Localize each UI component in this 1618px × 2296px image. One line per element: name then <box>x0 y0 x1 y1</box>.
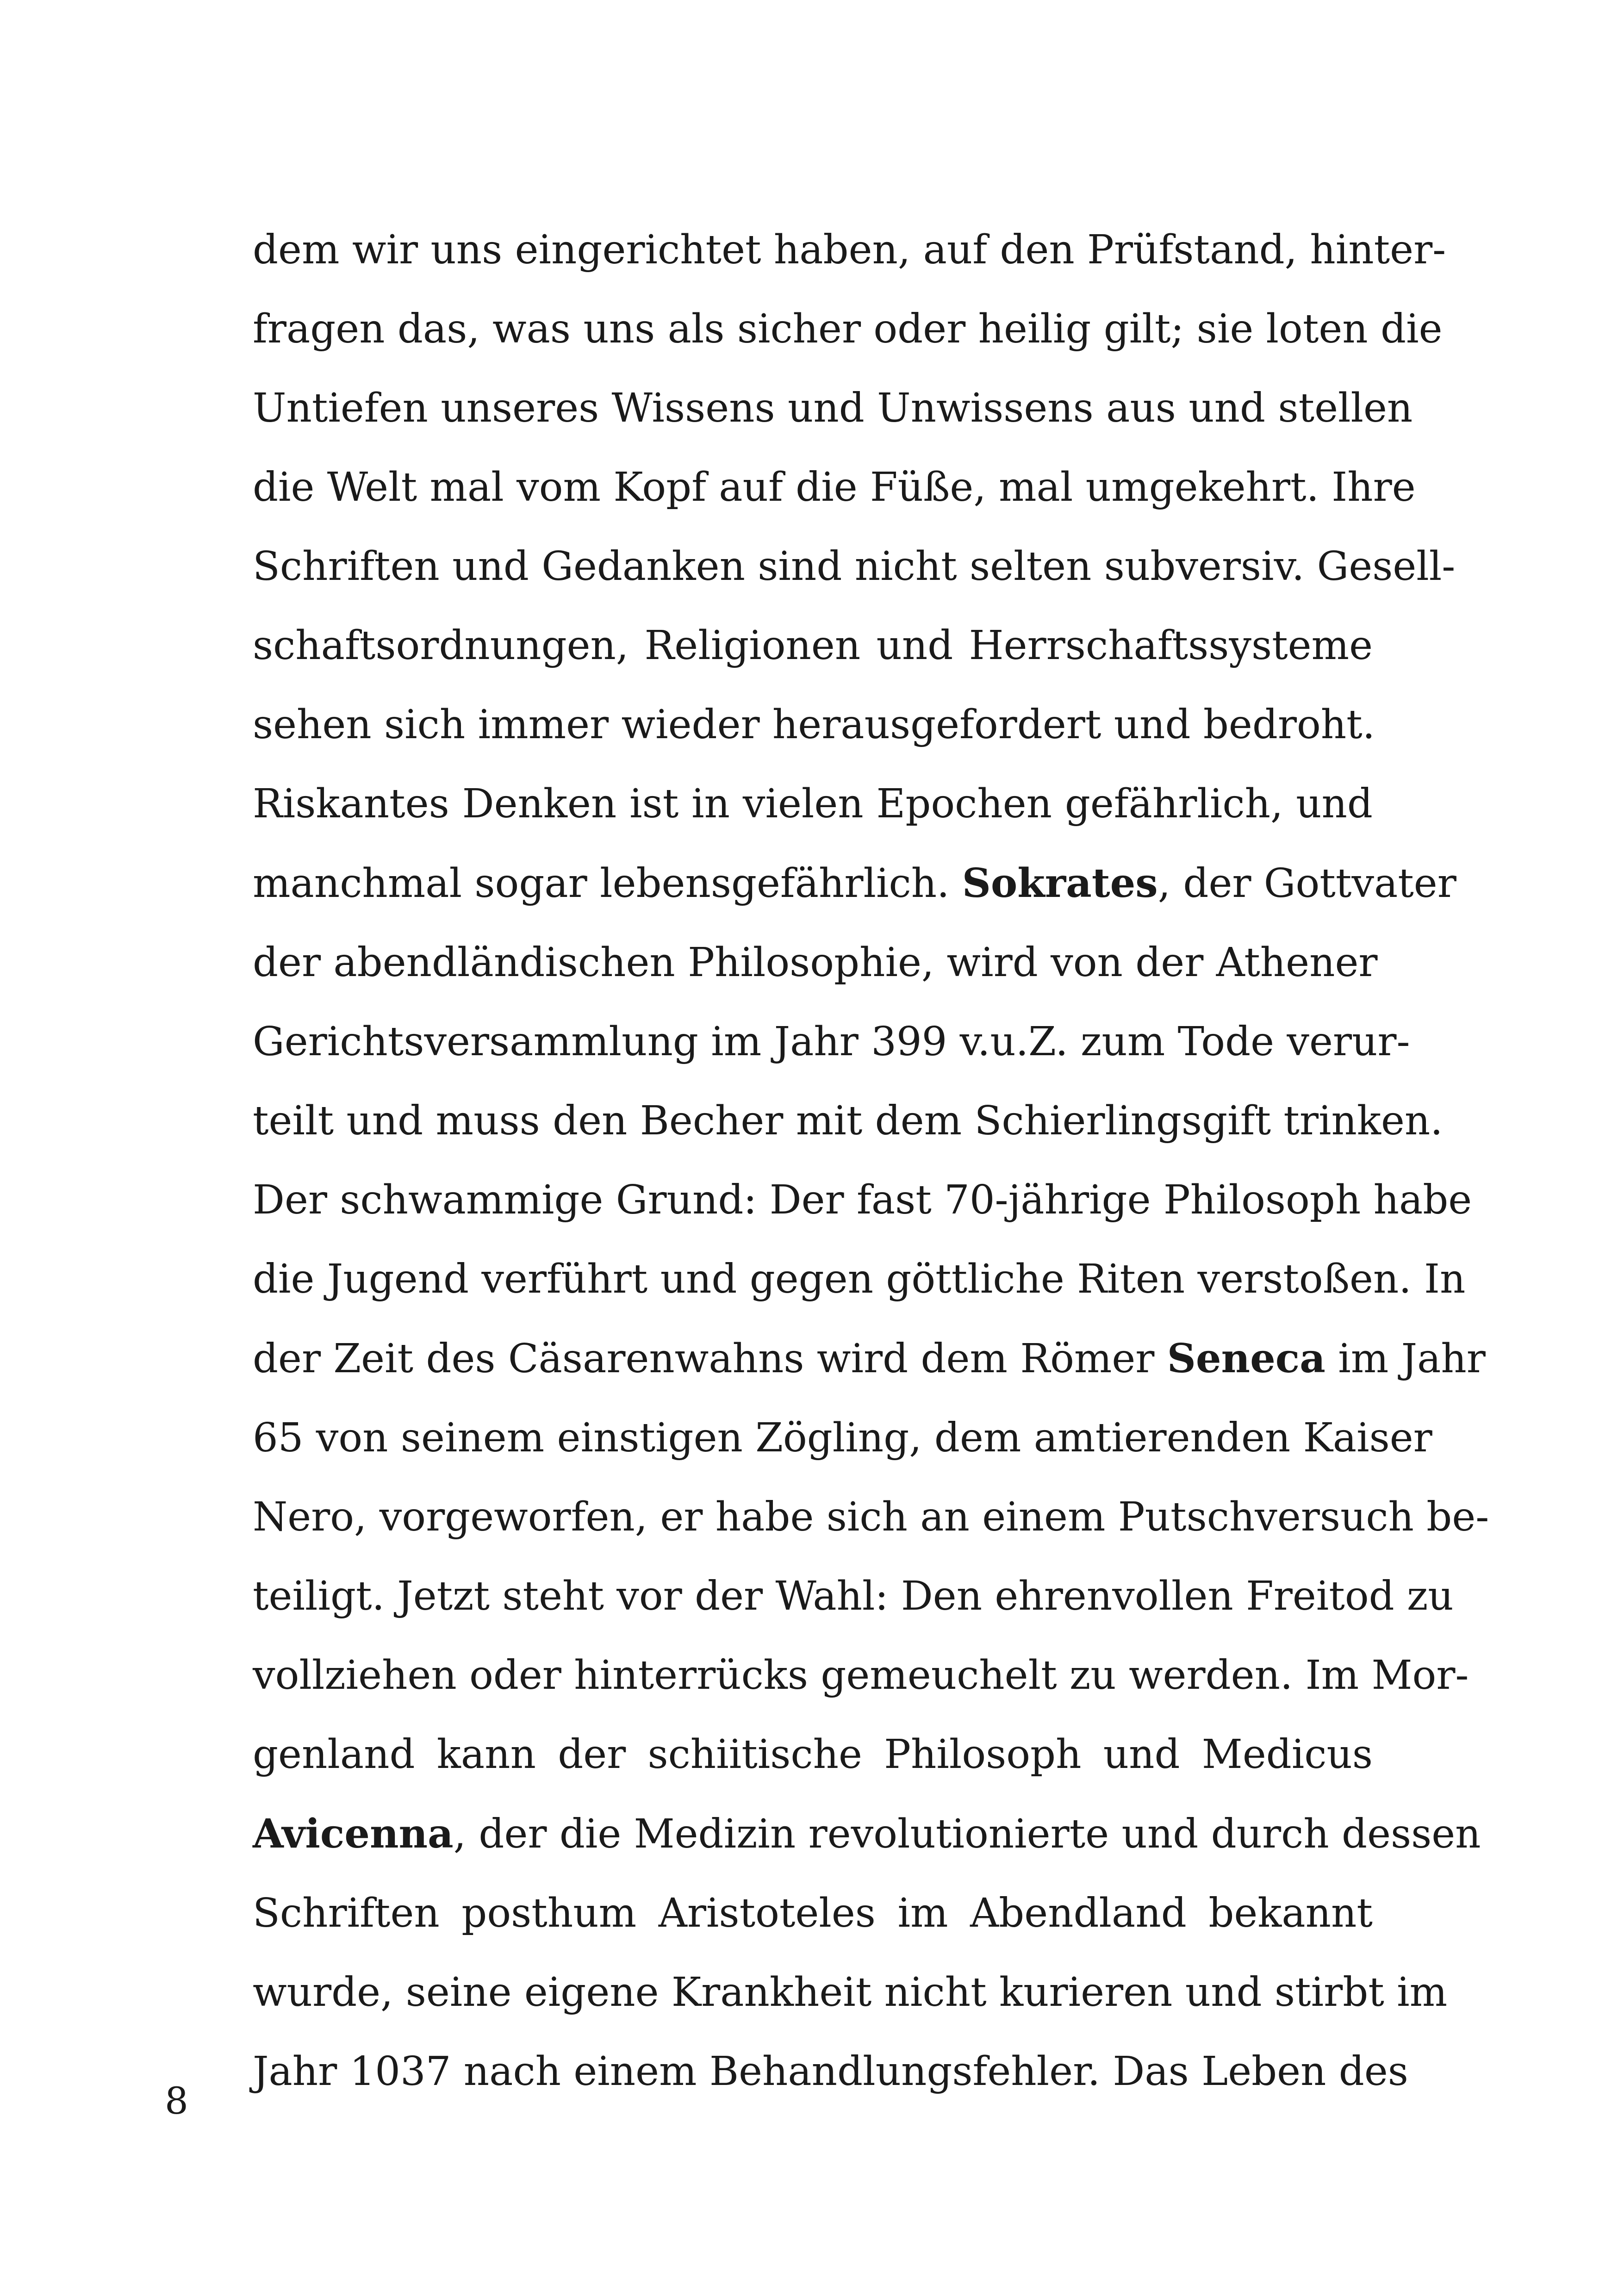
text-line <box>253 844 1456 923</box>
text-run: Schriften und Gedanken sind nicht selten subversiv. Gesell- <box>253 543 1456 590</box>
text-run: schaftsordnungen, Religionen und Herrschaftssysteme <box>253 622 1373 669</box>
text-run: teilt und muss den Becher mit dem Schierlingsgift trinken. <box>253 1098 1443 1144</box>
text-run: manchmal sogar lebensgefährlich. <box>253 860 962 907</box>
text-line <box>253 369 1413 448</box>
text-run: Jahr 1037 nach einem Behandlungsfehler. Das Leben des <box>253 2048 1408 2095</box>
body-text <box>253 211 1489 2111</box>
text-line <box>253 1478 1489 1557</box>
text-run: vollziehen oder hinterrücks gemeuchelt zu werden. Im Mor- <box>253 1652 1469 1699</box>
bold-name: Avicenna <box>253 1811 454 1857</box>
text-line <box>253 923 1378 1002</box>
text-run: wurde, seine eigene Krankheit nicht kurieren und stirbt im <box>253 1969 1448 2016</box>
text-line <box>253 1002 1410 1082</box>
text-line <box>253 1240 1466 1319</box>
text-run: Untiefen unseres Wissens und Unwissens aus und stellen <box>253 385 1413 431</box>
text-run: , der die Medizin revolutionierte und durch dessen <box>453 1811 1481 1857</box>
text-run: die Welt mal vom Kopf auf die Füße, mal umgekehrt. Ihre <box>253 464 1416 510</box>
text-line <box>253 1874 1373 1953</box>
text-line <box>253 211 1446 290</box>
text-line <box>253 685 1373 765</box>
text-run: 65 von seinem einstigen Zögling, dem amtierenden Kaiser <box>253 1415 1432 1461</box>
text-line <box>253 1715 1373 1794</box>
text-run: Schriften posthum Aristoteles im Abendland bekannt <box>253 1890 1373 1936</box>
text-line <box>253 448 1416 527</box>
text-line <box>253 527 1456 606</box>
text-line <box>253 1082 1443 1161</box>
text-line <box>253 765 1373 844</box>
text-line <box>253 290 1443 369</box>
page-number: 8 <box>165 2079 188 2122</box>
text-run: , der Gottvater <box>1157 860 1456 907</box>
text-run: dem wir uns eingerichtet haben, auf den Prüfstand, hinter- <box>253 227 1446 273</box>
text-line <box>253 1161 1472 1240</box>
text-run: Gerichtsversammlung im Jahr 399 v.u.Z. zum Tode verur- <box>253 1019 1410 1065</box>
text-line <box>253 1636 1469 1715</box>
text-run: genland kann der schiitische Philosoph und Medicus <box>253 1731 1373 1778</box>
text-line <box>253 2032 1408 2111</box>
text-line <box>253 1399 1432 1478</box>
text-line <box>253 606 1373 685</box>
text-line <box>253 1319 1486 1399</box>
text-run: der Zeit des Cäsarenwahns wird dem Römer <box>253 1336 1167 1382</box>
text-run: sehen sich immer wieder herausgefordert und bedroht. <box>253 702 1375 748</box>
text-run: fragen das, was uns als sicher oder heilig gilt; sie loten die <box>253 306 1443 352</box>
text-run: Riskantes Denken ist in vielen Epochen gefährlich, und <box>253 781 1373 827</box>
text-run: Nero, vorgeworfen, er habe sich an einem Putschversuch be- <box>253 1494 1489 1540</box>
bold-name: Sokrates <box>962 860 1158 907</box>
text-run: teiligt. Jetzt steht vor der Wahl: Den ehrenvollen Freitod zu <box>253 1573 1454 1619</box>
text-run: im Jahr <box>1325 1336 1486 1382</box>
text-line <box>253 1794 1481 1874</box>
text-run: die Jugend verführt und gegen göttliche Riten verstoßen. In <box>253 1256 1466 1302</box>
text-line <box>253 1557 1454 1636</box>
text-run: Der schwammige Grund: Der fast 70-jährige Philosoph habe <box>253 1177 1472 1223</box>
text-run: der abendländischen Philosophie, wird von der Athener <box>253 940 1378 986</box>
bold-name: Seneca <box>1167 1335 1326 1382</box>
text-line <box>253 1953 1448 2032</box>
